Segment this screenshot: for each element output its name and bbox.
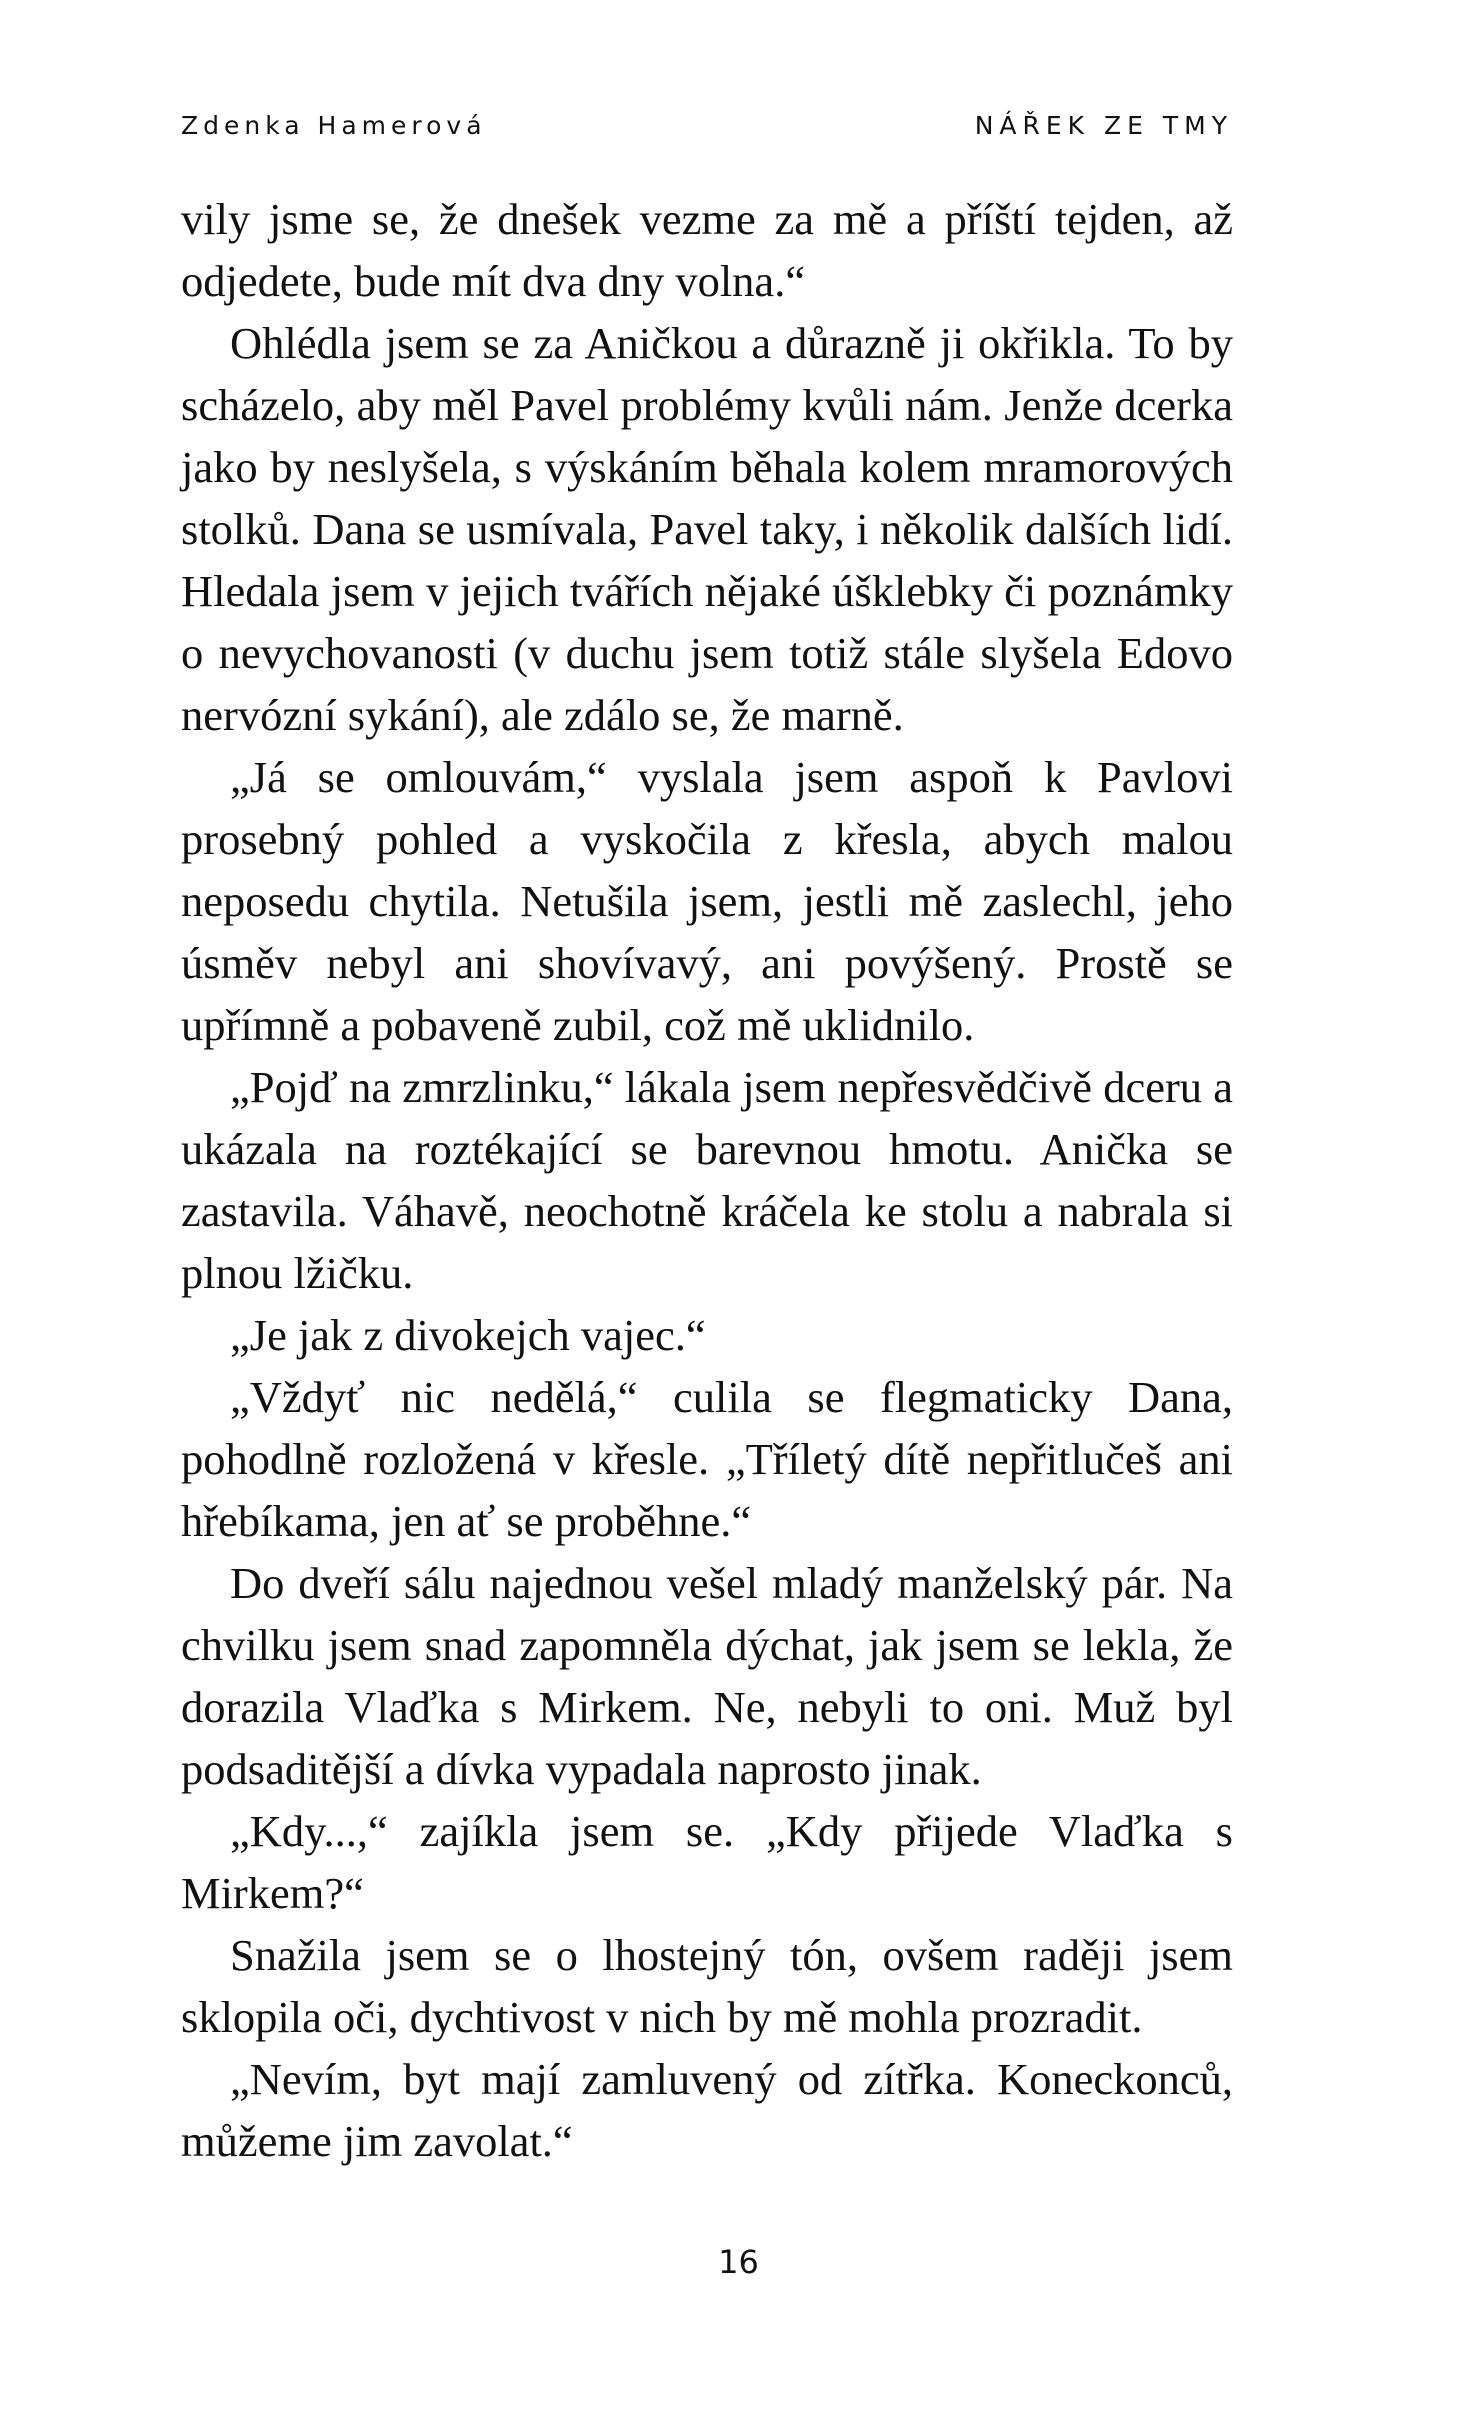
paragraph: „Pojď na zmrzlinku,“ lákala jsem nepřesvědčivě dceru a ukázala na roztékající se barevnou hmotu. Anička se zastavila. Váhavě, neochotně kráčela ke stolu a nabrala si plnou lžičku.: [181, 1062, 1233, 1298]
body-text: [181, 188, 1233, 2172]
paragraph: Ohlédla jsem se za Aničkou a důrazně ji okřikla. To by scházelo, aby měl Pavel problémy kvůli nám. Jenže dcerka jako by neslyšela, s výskáním běhala kolem mramorových stolků. Dana se usmívala, Pavel taky, i několik dalších lidí. Hledala jsem v jejich tvářích nějaké úšklebky či poznámky o nevychovanosti (v duchu jsem totiž stále slyšela Edovo nervózní sykání), ale zdálo se, že marně.: [181, 318, 1233, 740]
paragraph: „Vždyť nic nedělá,“ culila se flegmaticky Dana, pohodlně rozložená v křesle. „Tříletý dítě nepřitlučeš ani hřebíkama, jen ať se proběhne.“: [181, 1372, 1233, 1546]
page-number: 16: [718, 2243, 759, 2281]
header-author: Zdenka Hamerová: [181, 111, 487, 140]
paragraph: „Kdy...,“ zajíkla jsem se. „Kdy přijede Vlaďka s Mirkem?“: [181, 1806, 1233, 1918]
running-header: [181, 111, 1233, 140]
paragraph: „Nevím, byt mají zamluvený od zítřka. Koneckonců, můžeme jim zavolat.“: [181, 2054, 1233, 2166]
paragraph: „Je jak z divokejch vajec.“: [230, 1310, 706, 1360]
paragraph: Snažila jsem se o lhostejný tón, ovšem raději jsem sklopila oči, dychtivost v nich by mě mohla prozradit.: [181, 1930, 1233, 2042]
paragraph: vily jsme se, že dnešek vezme za mě a příští tejden, až odjedete, bude mít dva dny volna.“: [181, 194, 1233, 306]
header-title: NÁŘEK ZE TMY: [974, 111, 1233, 140]
paragraph: Do dveří sálu najednou vešel mladý manželský pár. Na chvilku jsem snad zapomněla dýchat, jak jsem se lekla, že dorazila Vlaďka s Mirkem. Ne, nebyli to oni. Muž byl podsaditější a dívka vypadala naprosto jinak.: [181, 1558, 1233, 1794]
paragraph: „Já se omlouvám,“ vyslala jsem aspoň k Pavlovi prosebný pohled a vyskočila z křesla, abych malou neposedu chytila. Netušila jsem, jestli mě zaslechl, jeho úsměv nebyl ani shovívavý, ani povýšený. Prostě se upřímně a pobaveně zubil, což mě uklidnilo.: [181, 752, 1233, 1050]
